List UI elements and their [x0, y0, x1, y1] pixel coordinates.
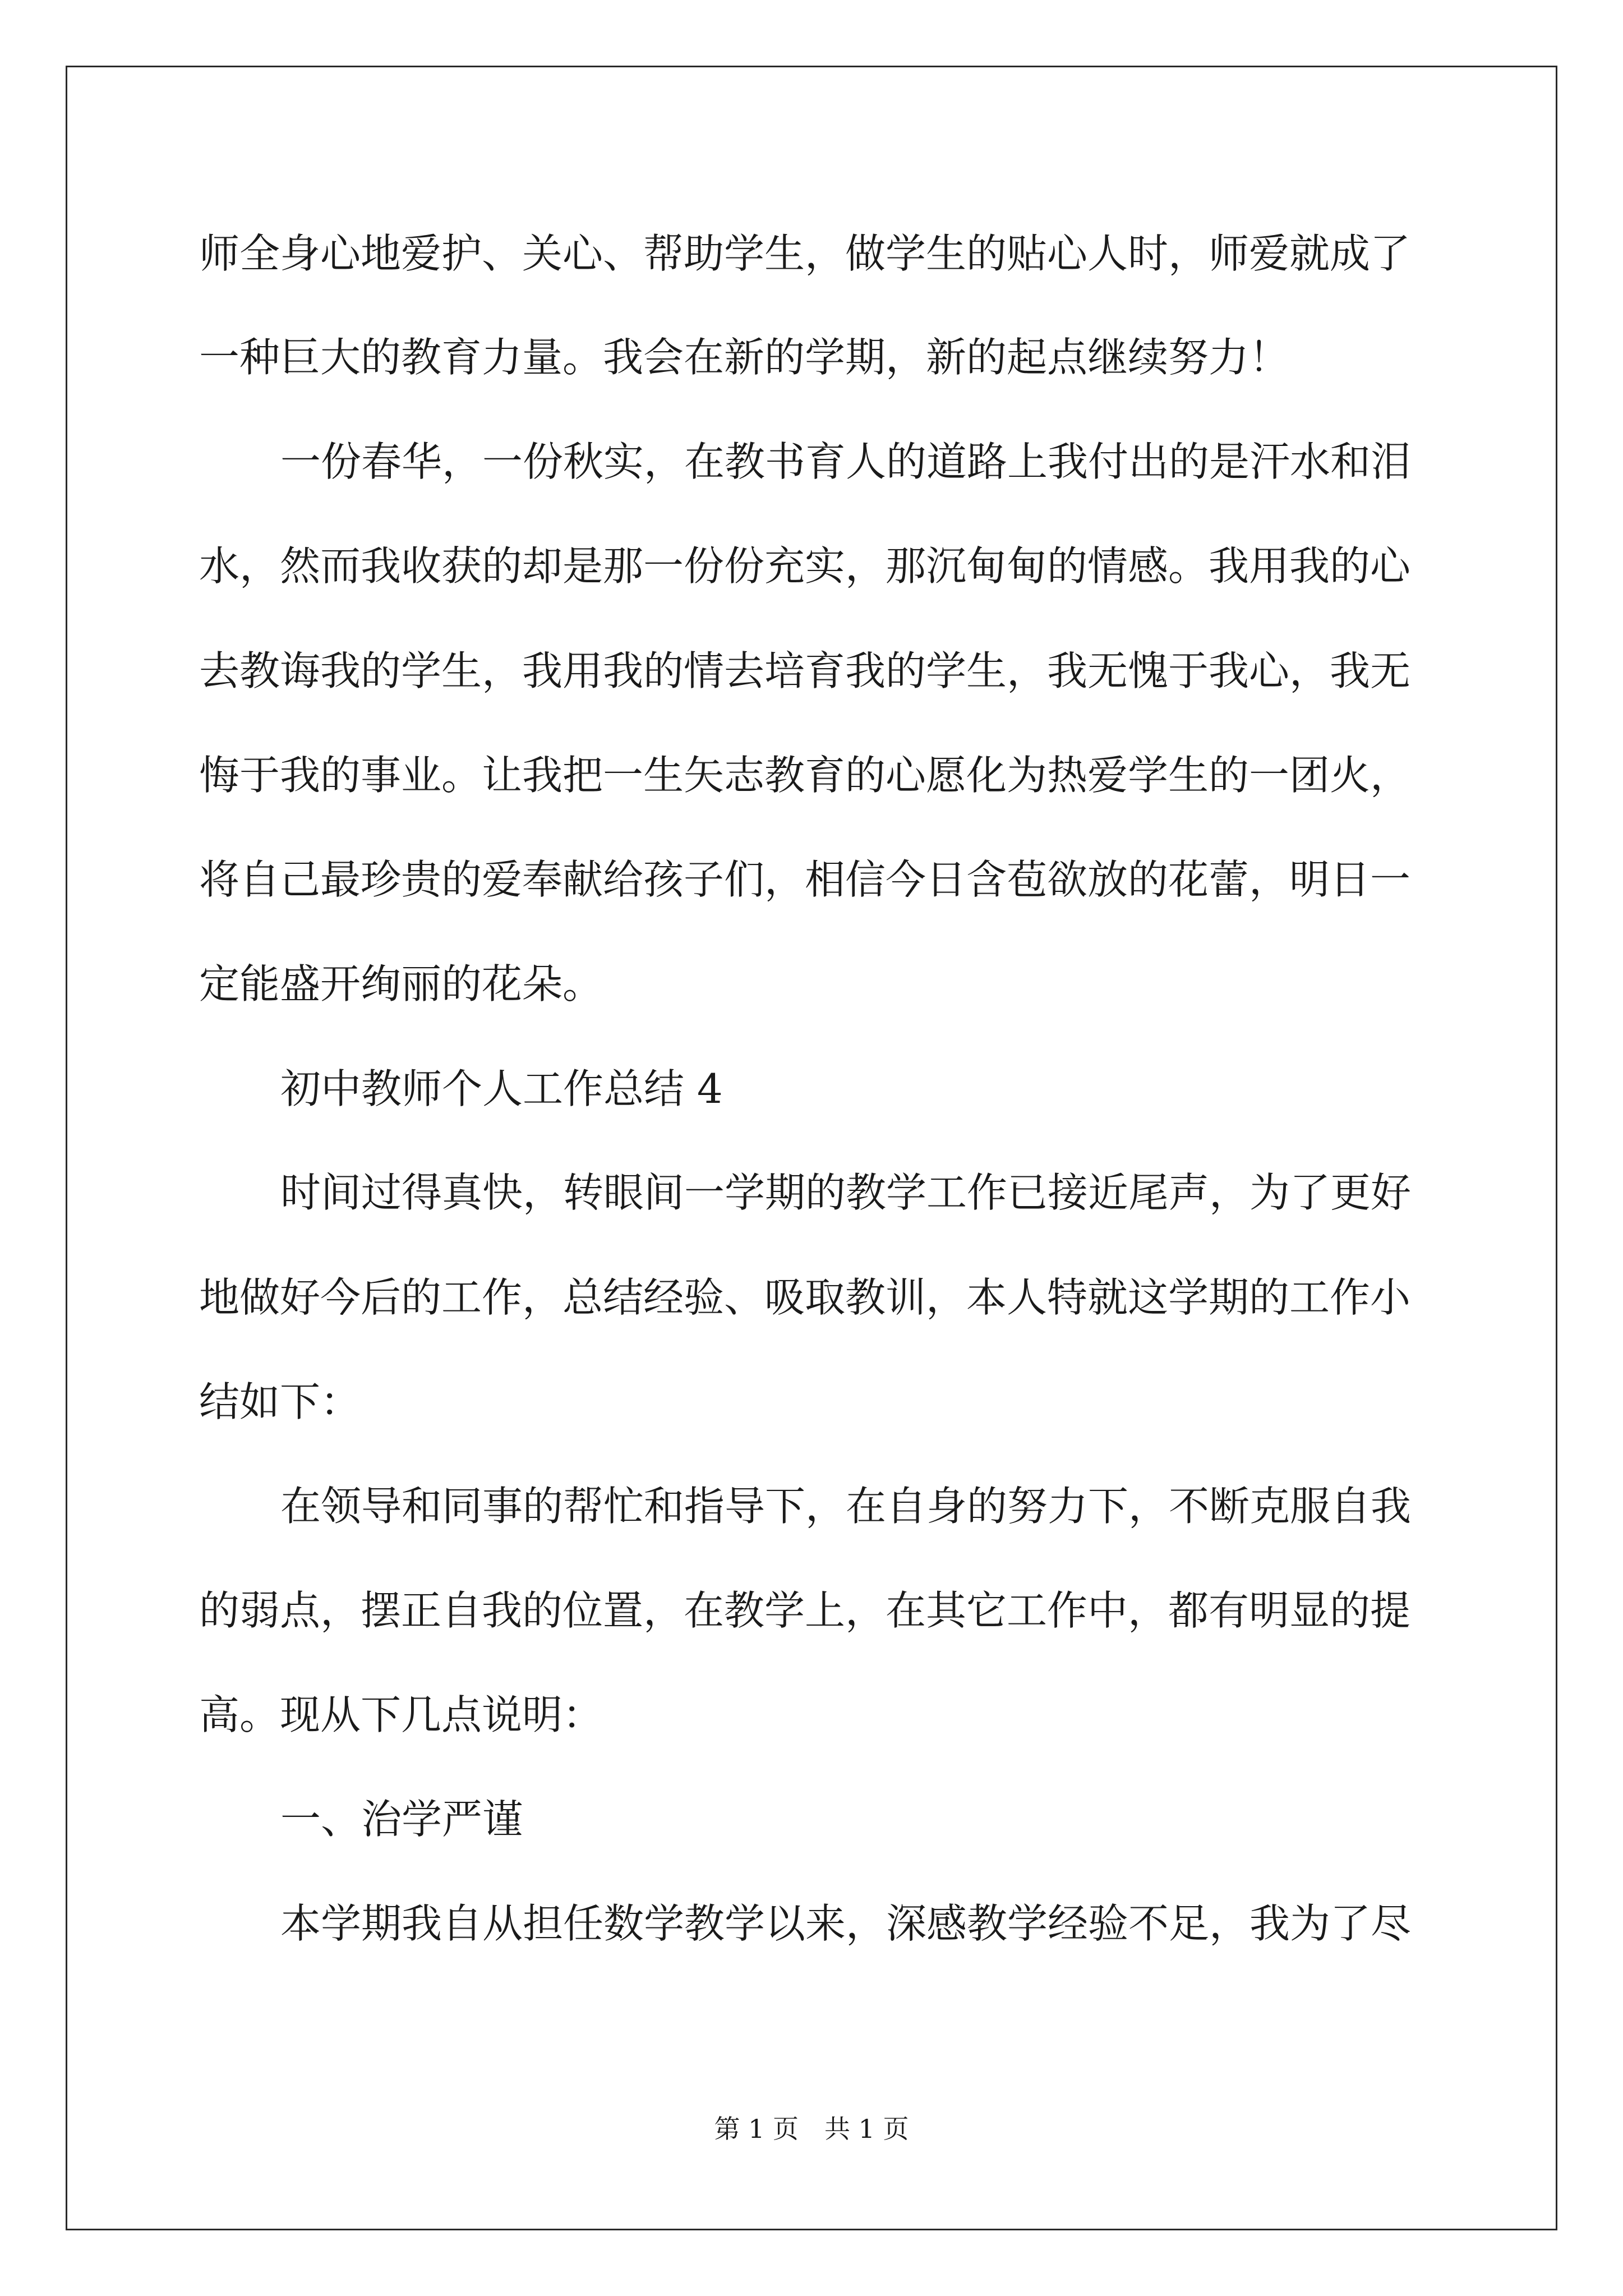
text-line: 在领导和同事的帮忙和指导下，在自身的努力下，不断克服自我 — [280, 1483, 1412, 1530]
section-heading: 初中教师个人工作总结 4 — [280, 1065, 723, 1112]
text-line: 师全身心地爱护、关心、帮助学生，做学生的贴心人时，师爱就成了 — [199, 230, 1411, 277]
section-heading: 一、治学严谨 — [280, 1796, 523, 1843]
text-line: 的弱点，摆正自我的位置，在教学上，在其它工作中，都有明显的提 — [199, 1587, 1411, 1634]
text-line: 结如下： — [199, 1378, 361, 1425]
text-line: 将自己最珍贵的爱奉献给孩子们，相信今日含苞欲放的花蕾，明日一 — [199, 856, 1411, 903]
text-line: 去教诲我的学生，我用我的情去培育我的学生，我无愧于我心，我无 — [199, 647, 1411, 694]
text-line: 定能盛开绚丽的花朵。 — [199, 960, 603, 1007]
text-line: 一种巨大的教育力量。我会在新的学期，新的起点继续努力！ — [199, 334, 1290, 381]
text-line: 本学期我自从担任数学教学以来，深感教学经验不足，我为了尽 — [280, 1900, 1412, 1947]
text-line: 一份春华，一份秋实，在教书育人的道路上我付出的是汗水和泪 — [280, 438, 1412, 485]
text-line: 悔于我的事业。让我把一生矢志教育的心愿化为热爱学生的一团火， — [199, 752, 1411, 799]
text-line: 水，然而我收获的却是那一份份充实，那沉甸甸的情感。我用我的心 — [199, 542, 1411, 590]
text-line: 时间过得真快，转眼间一学期的教学工作已接近尾声，为了更好 — [280, 1169, 1412, 1216]
page-footer: 第 1 页 共 1 页 — [714, 2114, 909, 2144]
text-line: 地做好今后的工作，总结经验、吸取教训，本人特就这学期的工作小 — [199, 1274, 1411, 1321]
text-line: 高。现从下几点说明： — [199, 1691, 603, 1738]
